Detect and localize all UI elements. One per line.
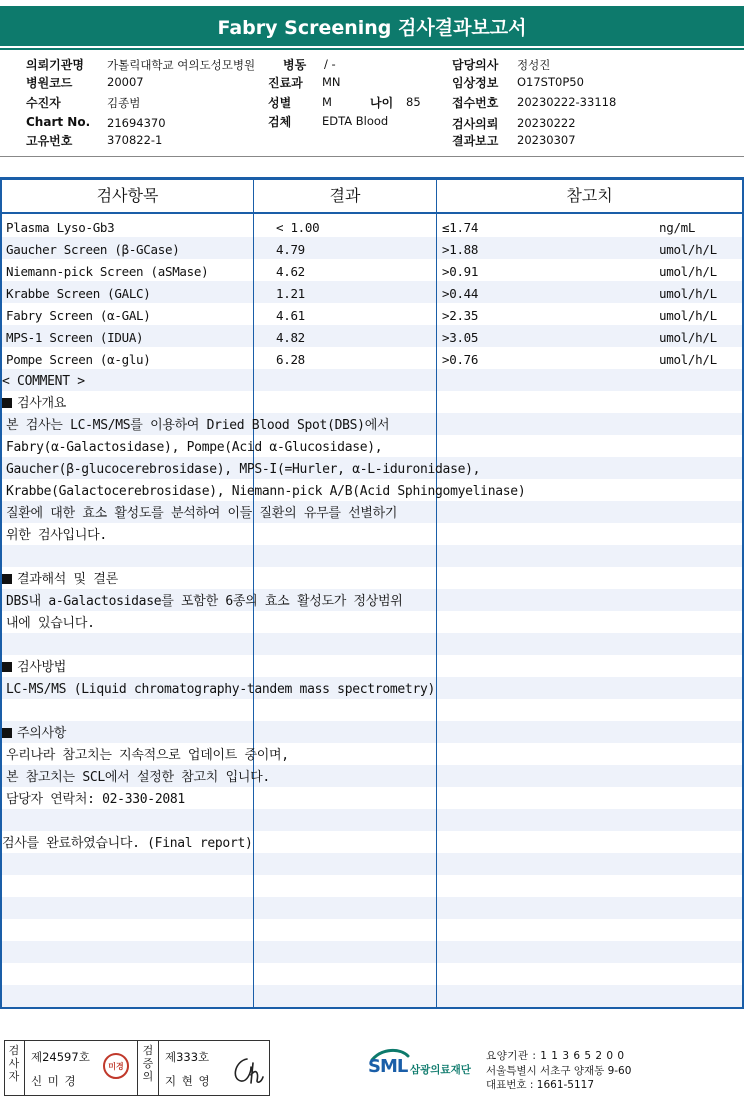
comment-text-line: 본 참고치는 SCL에서 설정한 참고치 입니다. — [6, 770, 270, 785]
department-label: 진료과 — [268, 76, 303, 90]
section-heading — [2, 723, 66, 745]
row-stripe — [2, 875, 742, 897]
header-result: 결과 — [329, 186, 361, 205]
reference-cell: >0.44 — [442, 286, 479, 301]
square-bullet-icon — [2, 728, 12, 738]
org-phone: 대표번호 : 1661-5117 — [486, 1079, 595, 1091]
row-stripe — [2, 391, 742, 413]
column-divider-2 — [436, 180, 437, 1009]
test-item-cell: Plasma Lyso-Gb3 — [6, 220, 115, 235]
row-stripe — [2, 897, 742, 919]
signbox-divider — [137, 1041, 138, 1095]
footer — [0, 1040, 744, 1098]
row-stripe — [2, 941, 742, 963]
reference-cell: >2.35 — [442, 308, 479, 323]
row-stripe — [2, 655, 742, 677]
test-item-cell: Niemann-pick Screen (aSMase) — [6, 264, 209, 279]
section-heading — [2, 657, 66, 679]
test-item-cell: Pompe Screen (α-glu) — [6, 352, 151, 367]
receipt-no-value: 20230222-33118 — [517, 95, 617, 109]
section-heading — [2, 393, 66, 415]
reference-cell: >1.88 — [442, 242, 479, 257]
comment-text-line: Fabry(α-Galactosidase), Pompe(Acid α-Glucosidase), — [6, 440, 383, 455]
test-item-cell: Krabbe Screen (GALC) — [6, 286, 151, 301]
comment-text-line: 본 검사는 LC-MS/MS를 이용하여 Dried Blood Spot(DBS)에서 — [6, 418, 390, 433]
chart-no-value: 21694370 — [107, 116, 166, 130]
doctor-label: 담당의사 — [452, 58, 499, 72]
reference-cell: >3.05 — [442, 330, 479, 345]
sex-label: 성별 — [268, 96, 292, 110]
results-table-header — [2, 180, 742, 214]
ward-label: 병동 — [283, 58, 307, 72]
comment-text-line: 내에 있습니다. — [6, 616, 95, 631]
section-heading-text: 검사개요 — [17, 396, 67, 411]
unit-cell: umol/h/L — [659, 308, 717, 323]
unit-cell: umol/h/L — [659, 242, 717, 257]
unique-no-label: 고유번호 — [26, 134, 73, 148]
result-cell: 1.21 — [276, 286, 305, 301]
row-stripe — [2, 545, 742, 567]
result-cell: 6.28 — [276, 352, 305, 367]
result-cell: 4.79 — [276, 242, 305, 257]
specimen-value: EDTA Blood — [322, 114, 389, 128]
result-cell: 4.82 — [276, 330, 305, 345]
org-name: 삼광의료재단 — [410, 1064, 471, 1076]
signature-box — [4, 1040, 270, 1096]
square-bullet-icon — [2, 574, 12, 584]
department-value: MN — [322, 75, 341, 89]
org-code: 요양기관 : 1 1 3 6 5 2 0 0 — [486, 1050, 625, 1062]
report-title: Fabry Screening 검사결과보고서 — [0, 6, 744, 46]
reference-cell: ≤1.74 — [442, 220, 479, 235]
row-stripe — [2, 853, 742, 875]
square-bullet-icon — [2, 662, 12, 672]
test-item-cell: Fabry Screen (α-GAL) — [6, 308, 151, 323]
header-test-item: 검사항목 — [96, 186, 159, 205]
specimen-label: 검체 — [268, 115, 292, 129]
unit-cell: ng/mL — [659, 220, 696, 235]
report-date-label: 결과보고 — [452, 134, 499, 148]
reference-cell: >0.91 — [442, 264, 479, 279]
row-stripe — [2, 963, 742, 985]
clinical-info-value: O17ST0P50 — [517, 75, 584, 89]
unique-no-value: 370822-1 — [107, 133, 163, 147]
comment-text-line: 담당자 연락처: 02-330-2081 — [6, 792, 185, 807]
comment-text-line: Gaucher(β-glucocerebrosidase), MPS-I(=Hurler, α-L-iduronidase), — [6, 462, 481, 477]
institution-value: 가톨릭대학교 여의도성모병원 — [107, 58, 256, 72]
doctor-value: 정성진 — [517, 58, 551, 72]
comment-text-line: 질환에 대한 효소 활성도를 분석하여 이들 질환의 유무를 선별하기 — [6, 506, 398, 521]
hospital-code-value: 20007 — [107, 75, 144, 89]
unit-cell: umol/h/L — [659, 330, 717, 345]
institution-label: 의뢰기관명 — [26, 58, 84, 72]
receipt-no-label: 접수번호 — [452, 96, 499, 110]
signbox-divider — [158, 1041, 159, 1095]
section-heading-text: 결과해석 및 결론 — [17, 572, 118, 587]
tester-seal-icon: 미경 — [103, 1053, 129, 1079]
comment-text-line: DBS내 a-Galactosidase를 포함한 6종의 효소 활성도가 정상범위 — [6, 594, 403, 609]
org-mark: SML — [368, 1056, 408, 1077]
header-divider — [0, 156, 744, 157]
confirm-license: 제333호 — [165, 1050, 210, 1064]
section-heading-text: 검사방법 — [17, 660, 67, 675]
test-item-cell: MPS-1 Screen (IDUA) — [6, 330, 144, 345]
result-cell: < 1.00 — [276, 220, 320, 235]
row-stripe — [2, 523, 742, 545]
row-stripe — [2, 721, 742, 743]
comment-label: < COMMENT > — [2, 374, 85, 389]
tester-name: 신 미 경 — [31, 1074, 77, 1088]
recipient-label: 수진자 — [26, 96, 61, 110]
square-bullet-icon — [2, 398, 12, 408]
row-stripe — [2, 633, 742, 655]
age-value: 85 — [406, 95, 421, 109]
org-address: 서울특별시 서초구 양재동 9-60 — [486, 1065, 632, 1077]
comment-text-line: 위한 검사입니다. — [6, 528, 107, 543]
tester-license: 제24597호 — [31, 1050, 90, 1064]
row-stripe — [2, 809, 742, 831]
section-heading-text: 주의사항 — [17, 726, 67, 741]
row-stripe — [2, 985, 742, 1007]
unit-cell: umol/h/L — [659, 264, 717, 279]
test-item-cell: Gaucher Screen (β-GCase) — [6, 242, 180, 257]
tester-label: 검사자 — [8, 1044, 20, 1083]
chart-no-label: Chart No. — [26, 115, 91, 129]
row-stripe — [2, 699, 742, 721]
clinical-info-label: 임상정보 — [452, 76, 499, 90]
result-cell: 4.61 — [276, 308, 305, 323]
confirm-name: 지 현 영 — [165, 1074, 211, 1088]
comment-text-line: 우리나라 참고치는 지속적으로 업데이트 중이며, — [6, 748, 289, 763]
result-cell: 4.62 — [276, 264, 305, 279]
report-date-value: 20230307 — [517, 133, 576, 147]
final-report-note: 검사를 완료하였습니다. (Final report) — [2, 836, 253, 851]
hospital-code-label: 병원코드 — [26, 76, 73, 90]
age-label: 나이 — [370, 96, 394, 110]
signature-icon — [227, 1049, 267, 1089]
ward-value: / - — [324, 57, 336, 71]
recipient-value: 김종범 — [107, 96, 141, 110]
header-reference: 참고치 — [566, 186, 613, 205]
row-stripe — [2, 611, 742, 633]
unit-cell: umol/h/L — [659, 286, 717, 301]
unit-cell: umol/h/L — [659, 352, 717, 367]
signbox-divider — [24, 1041, 25, 1095]
comment-text-line: Krabbe(Galactocerebrosidase), Niemann-pick A/B(Acid Sphingomyelinase) — [6, 484, 526, 499]
request-date-value: 20230222 — [517, 116, 576, 130]
confirm-label: 검증의 — [142, 1044, 154, 1083]
results-frame — [0, 177, 744, 1009]
reference-cell: >0.76 — [442, 352, 479, 367]
request-date-label: 검사의뢰 — [452, 117, 499, 131]
row-stripe — [2, 919, 742, 941]
sex-value: M — [322, 95, 332, 109]
section-heading — [2, 569, 118, 591]
row-stripe — [2, 369, 742, 391]
comment-text-line: LC-MS/MS (Liquid chromatography-tandem mass spectrometry) — [6, 682, 436, 697]
patient-info — [0, 54, 744, 154]
